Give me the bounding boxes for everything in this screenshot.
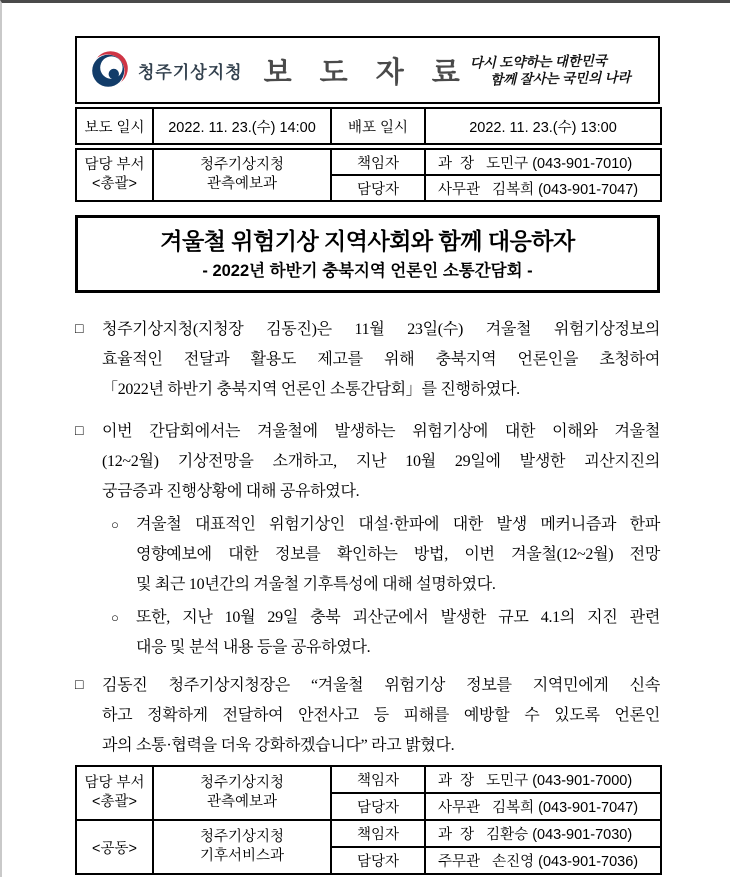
dept-label-line1: <공동>	[92, 840, 137, 857]
body-line: 겨울철 대표적인 위험기상인 대설·한파에 대한 발생 메커니즘과 한파	[136, 516, 660, 533]
paragraph-lines	[102, 315, 660, 405]
role-label: 담당자	[331, 847, 425, 874]
dept-label-cell	[76, 766, 153, 820]
contact-person: 주무관 손진영 (043-901-7036)	[425, 847, 661, 874]
table-row	[76, 149, 661, 175]
dept-label-line1: 담당 부서	[84, 775, 145, 791]
press-release	[75, 36, 660, 875]
body-line: 하고 정확하게 전달하여 안전사고 등 피해를 예방할 수 있도록 언론인	[102, 707, 660, 724]
dept-name-line1: 청주기상지청	[199, 829, 285, 845]
body-line: 청주기상지청(지청장 김동진)은 11월 23일(수) 겨울철 위험기상정보의	[102, 321, 660, 338]
body-line: 이번 간담회에서는 겨울철에 발생하는 위험기상에 대한 이해와 겨울철	[102, 423, 660, 440]
paragraph-lines	[136, 510, 660, 600]
table-row	[76, 108, 661, 144]
contact-person: 사무관 김복희 (043-901-7047)	[425, 793, 661, 820]
dept-name-line1: 청주기상지청	[199, 157, 285, 173]
paragraph-3	[75, 671, 660, 761]
dept-name-cell	[153, 149, 331, 201]
body-line: 대응 및 분석 내용 등을 공유하였다.	[136, 639, 371, 656]
distribute-date-label: 배포 일시	[331, 108, 425, 144]
contact-person: 과 장 도민구 (043-901-7000)	[425, 766, 661, 793]
role-label: 책임자	[331, 766, 425, 793]
body-line: 효율적인 전달과 활용도 제고를 위해 충북지역 언론인을 초청하여	[102, 351, 660, 368]
document-type-title: 보 도 자 료	[263, 56, 470, 89]
role-label: 책임자	[331, 820, 425, 847]
bullet-circle-icon: ○	[111, 517, 119, 532]
header-box	[75, 36, 660, 104]
dept-name-line2: 관측예보과	[206, 794, 278, 810]
bullet-square-icon: □	[75, 678, 84, 693]
paragraph-lines	[102, 417, 660, 507]
press-release-title: 겨울철 위험기상 지역사회와 함께 대응하자	[160, 228, 575, 254]
dept-name-cell	[153, 766, 331, 820]
paragraph-lines	[136, 603, 660, 663]
bullet-square-icon: □	[75, 424, 84, 439]
dept-name-line2: 관측예보과	[206, 176, 278, 192]
slogan-line2: 함께 잘사는 국민의 나라	[489, 69, 631, 88]
paragraph-lines	[102, 671, 660, 761]
body-line: 「2022년 하반기 충북지역 언론인 소통간담회」를 진행하였다.	[102, 381, 520, 398]
body-line: 및 최근 10년간의 겨울철 기후특성에 대해 설명하였다.	[136, 576, 496, 593]
slogan-line1: 다시 도약하는 대한민국	[469, 53, 607, 71]
dept-label-line1: 담당 부서	[84, 157, 145, 173]
bullet-square-icon: □	[75, 322, 84, 337]
paragraph-2	[75, 417, 660, 507]
role-label: 책임자	[331, 149, 425, 175]
contact-table-bottom	[75, 765, 662, 875]
dept-label-cell	[76, 149, 153, 201]
release-date-value: 2022. 11. 23.(수) 14:00	[153, 108, 331, 144]
body-line: 궁금증과 진행상황에 대해 공유하였다.	[102, 483, 360, 500]
bullet-circle-icon: ○	[111, 610, 119, 625]
agency-name: 청주기상지청	[138, 62, 243, 82]
body-line: 또한, 지난 10월 29일 충북 괴산군에서 발생한 규모 4.1의 지진 관련	[136, 609, 660, 626]
contact-person: 과 장 김환승 (043-901-7030)	[425, 820, 661, 847]
dept-name-line2: 기후서비스과	[199, 848, 285, 864]
dept-label-cell	[76, 820, 153, 874]
role-label: 담당자	[331, 175, 425, 201]
paragraph-1	[75, 315, 660, 405]
release-info-table	[75, 107, 662, 145]
contact-person: 과 장 도민구 (043-901-7010)	[425, 149, 661, 175]
role-label: 담당자	[331, 793, 425, 820]
body-line: (12~2월) 기상전망을 소개하고, 지난 10월 29일에 발생한 괴산지진의	[102, 453, 660, 470]
dept-label-line2: <총괄>	[92, 794, 137, 810]
contact-table-top	[75, 148, 662, 202]
agency-logo-block	[89, 50, 258, 90]
government-slogan	[470, 51, 649, 88]
table-row	[76, 820, 661, 847]
body-line: 김동진 청주기상지청장은 “겨울철 위험기상 정보를 지역민에게 신속	[102, 677, 660, 694]
sub-paragraph-2	[75, 603, 660, 663]
sub-paragraph-1	[75, 510, 660, 600]
press-release-subtitle: - 2022년 하반기 충북지역 언론인 소통간담회 -	[202, 262, 533, 280]
dept-name-line1: 청주기상지청	[199, 775, 285, 791]
korea-government-emblem-icon	[89, 50, 129, 90]
dept-label-line2: <총괄>	[92, 176, 137, 192]
body-line: 과의 소통·협력을 더욱 강화하겠습니다” 라고 밝혔다.	[102, 737, 455, 754]
body-line: 영향예보에 대한 정보를 확인하는 방법, 이번 겨울철(12~2월) 전망	[136, 546, 660, 563]
title-box	[75, 215, 660, 293]
distribute-date-value: 2022. 11. 23.(수) 13:00	[425, 108, 661, 144]
contact-person: 사무관 김복희 (043-901-7047)	[425, 175, 661, 201]
table-row	[76, 766, 661, 793]
dept-name-cell	[153, 820, 331, 874]
body-text	[75, 315, 660, 761]
release-date-label: 보도 일시	[76, 108, 153, 144]
